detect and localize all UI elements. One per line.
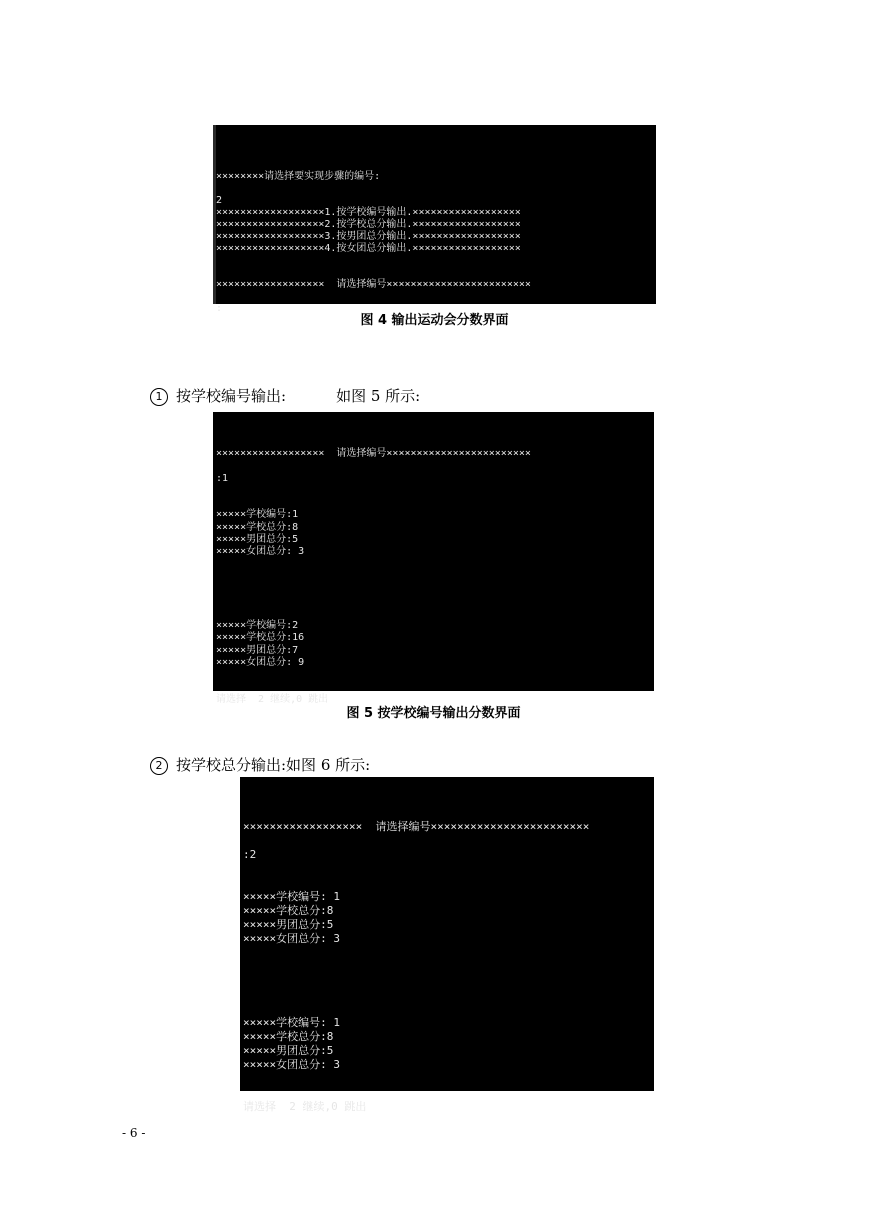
console-line <box>216 255 653 267</box>
console-line: ×××××女团总分: 3 <box>216 546 305 558</box>
console-line: ×××××××××××××××××× 请选择编号×××××××××××××××××××××××× <box>216 279 531 290</box>
console-line <box>243 876 651 890</box>
section-1-ref: 如图 5 所示: <box>336 387 421 405</box>
console-line <box>216 571 651 583</box>
console-line: ×××××女团总分: 3 <box>243 932 340 945</box>
console-line <box>243 1072 651 1086</box>
console-line: 请选择 2 继续,0 跳出 <box>216 693 329 705</box>
console-line: ×××××学校编号: 1 <box>243 890 340 903</box>
console-line: ×××××男团总分:7 <box>216 644 299 656</box>
page-number: - 6 - <box>122 1126 146 1140</box>
console-line: ×××××学校总分:8 <box>216 521 299 533</box>
console-line <box>216 267 653 279</box>
console-line: ×××××学校总分:8 <box>243 1030 334 1043</box>
console-lines <box>243 820 651 1114</box>
figure-6-console <box>240 777 654 1113</box>
console-scroll-edge <box>213 125 216 304</box>
console-line: ×××××××××××××××××× 请选择编号×××××××××××××××××××××××× <box>243 820 590 833</box>
console-line: ×××××男团总分:5 <box>216 534 299 546</box>
console-line <box>216 682 651 694</box>
figure-5-console <box>213 412 654 705</box>
figure-4-caption: 图 4 输出运动会分数界面 <box>360 313 509 328</box>
figure-4-console <box>213 125 656 314</box>
console-line <box>243 834 651 848</box>
console-line: :2 <box>243 848 257 861</box>
console-lines <box>216 448 651 706</box>
console-line <box>243 960 651 974</box>
section-2-text: 按学校总分输出:如图 6 所示: <box>176 756 371 774</box>
console-line <box>216 485 651 497</box>
console-line: ×××××××××××××××××× 请选择编号×××××××××××××××××××××××× <box>216 448 531 459</box>
console-line <box>216 291 653 303</box>
figure-5-caption: 图 5 按学校编号输出分数界面 <box>346 706 521 721</box>
console-line <box>243 862 651 876</box>
console-line <box>216 583 651 595</box>
circled-number: 2 <box>150 757 168 775</box>
console-line: ××××××××请选择要实现步骤的编号: <box>216 171 381 182</box>
console-line <box>243 974 651 988</box>
console-line <box>216 460 651 472</box>
console-line: :1 <box>216 472 229 484</box>
console-line <box>216 559 651 571</box>
console-line: ××××××××××××××××××4.按女团总分输出.×××××××××××××××××× <box>216 243 521 254</box>
console-line: ×××××学校编号: 1 <box>243 1016 340 1029</box>
console-line <box>216 596 651 608</box>
console-line: 2 <box>216 195 223 206</box>
console-line: ××××××××××××××××××1.按学校编号输出.×××××××××××××××××× <box>216 207 521 218</box>
console-line <box>216 608 651 620</box>
console-line <box>243 1086 651 1100</box>
console-line: ×××××学校编号:2 <box>216 620 299 632</box>
console-line: ×××××学校总分:16 <box>216 632 305 644</box>
section-2-heading <box>150 754 370 775</box>
console-line: 请选择 2 继续,0 跳出 <box>243 1100 367 1113</box>
console-line: ×××××学校总分:8 <box>243 904 334 917</box>
console-line: ×××××男团总分:5 <box>243 918 334 931</box>
console-line: ×××××女团总分: 3 <box>243 1058 340 1071</box>
section-1-heading <box>150 385 420 406</box>
circled-number: 1 <box>150 388 168 406</box>
console-line: : <box>216 303 223 314</box>
console-line <box>216 497 651 509</box>
console-line: ×××××学校编号:1 <box>216 509 299 521</box>
console-line: ×××××男团总分:5 <box>243 1044 334 1057</box>
console-lines <box>216 171 653 315</box>
section-1-text: 按学校编号输出: <box>176 387 287 405</box>
console-line: ×××××女团总分: 9 <box>216 657 305 669</box>
console-line <box>243 1002 651 1016</box>
console-line: ××××××××××××××××××2.按学校总分输出.×××××××××××××××××× <box>216 219 521 230</box>
console-line: ××××××××××××××××××3.按男团总分输出.×××××××××××××××××× <box>216 231 521 242</box>
console-line <box>243 988 651 1002</box>
console-line <box>216 183 653 195</box>
console-line <box>216 669 651 681</box>
console-line <box>243 946 651 960</box>
